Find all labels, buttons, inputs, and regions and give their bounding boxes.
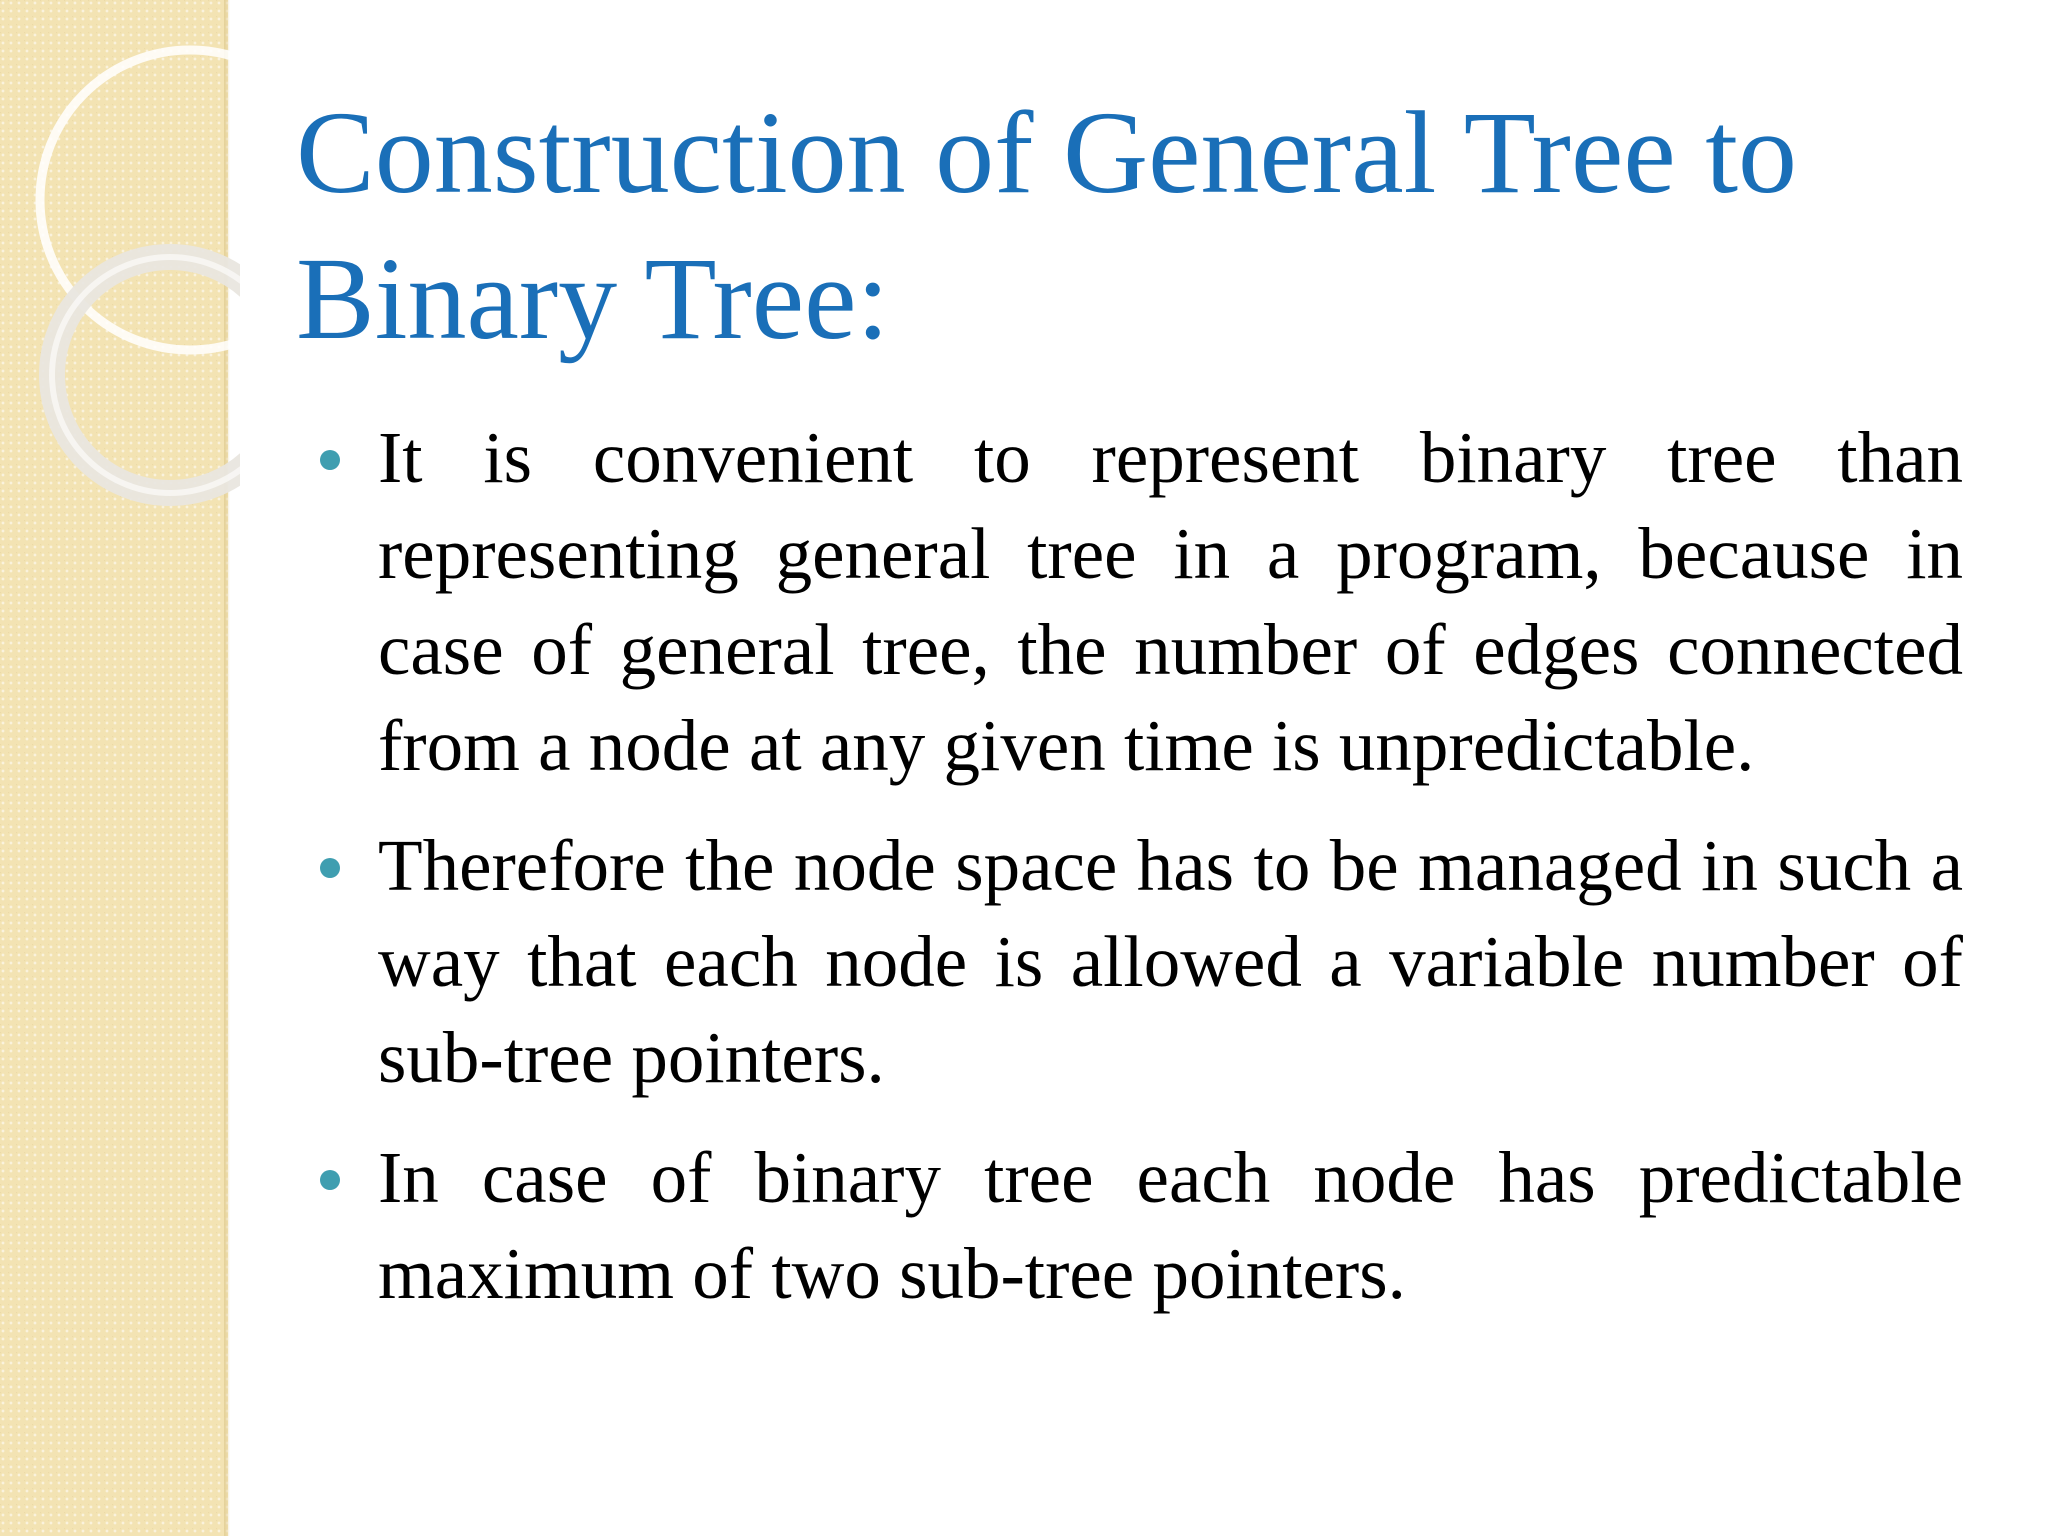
bullet-list (300, 410, 1963, 1346)
bullet-text: In case of binary tree each node has predictable maximum of two sub-tree pointers. (378, 1137, 1963, 1314)
slide-title: Construction of General Tree to Binary Tree: (296, 87, 1797, 364)
bullet-text: It is convenient to represent binary tree than representing general tree in a program, because in case of general tree, the number of edges connected from a node at any given time is unpredictable. (378, 417, 1963, 786)
bullet-item (300, 1130, 1963, 1322)
bullet-item (300, 410, 1963, 794)
bullet-dot-icon (320, 450, 340, 470)
bullet-text: Therefore the node space has to be managed in such a way that each node is allowed a variable number of sub-tree pointers. (378, 825, 1963, 1098)
bullet-dot-icon (320, 1170, 340, 1190)
bullet-dot-icon (320, 858, 340, 878)
bullet-item (300, 818, 1963, 1106)
decorative-rings-icon (0, 0, 240, 520)
